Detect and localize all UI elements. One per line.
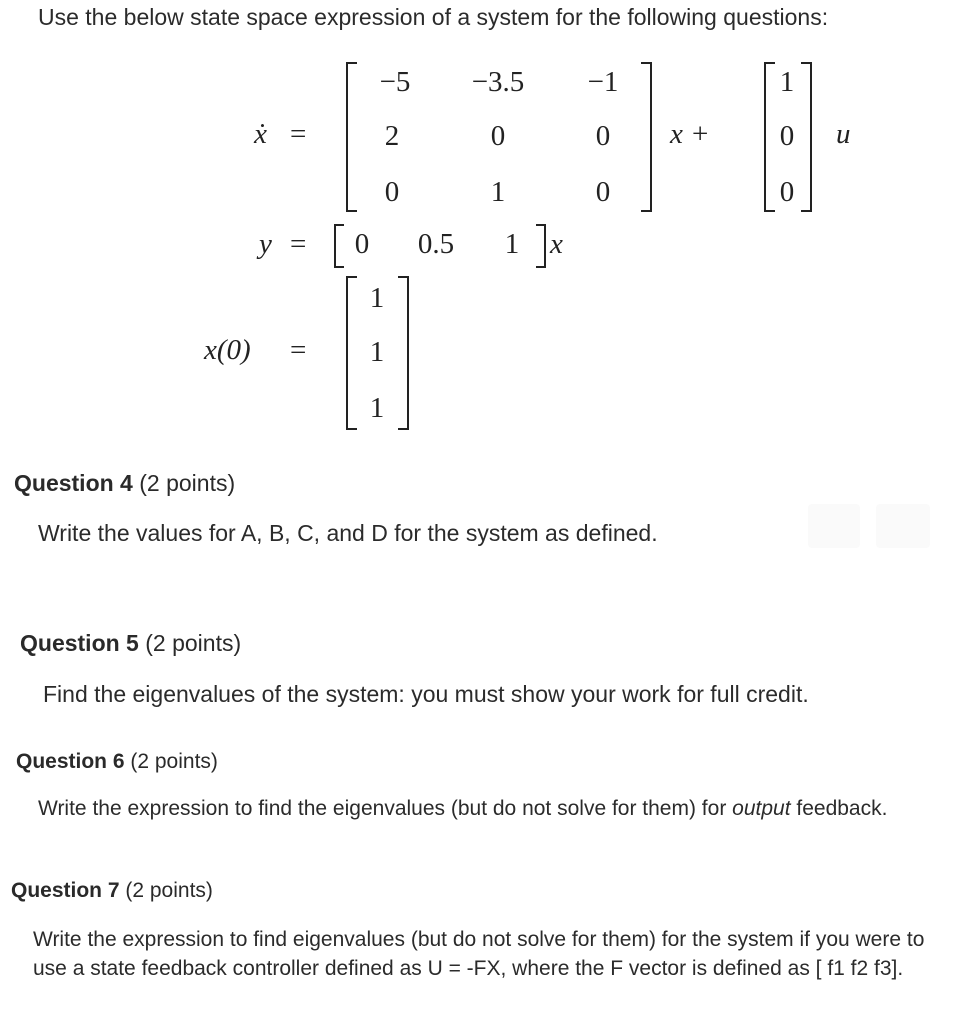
matrix-b-cell: 0 [779, 120, 795, 152]
matrix-a-cell: −1 [587, 66, 619, 98]
equals-sign: = [290, 118, 307, 150]
question-4-heading [14, 470, 235, 497]
question-5-text: Find the eigenvalues of the system: you must show your work for full credit. [43, 681, 809, 707]
question-6-text-emph: output [732, 797, 791, 820]
faint-icon-button[interactable] [876, 504, 930, 548]
matrix-a-cell: 0 [595, 176, 611, 208]
x0-label: x(0) [204, 334, 251, 366]
question-7-heading [11, 879, 213, 903]
matrix-b-cell: 0 [779, 176, 795, 208]
matrix-x0-cell: 1 [369, 392, 385, 424]
faint-icon-button[interactable] [808, 504, 860, 548]
matrix-a-cell: 0 [384, 176, 400, 208]
matrix-a-cell: 1 [490, 176, 506, 208]
question-5-points: (2 points) [145, 630, 242, 656]
question-6-heading [16, 750, 218, 774]
matrix-a-cell: −5 [379, 66, 411, 98]
equals-sign: = [290, 228, 307, 260]
question-4-title: Question 4 [14, 470, 133, 496]
x-plus-term: x + [670, 118, 710, 150]
matrix-c-cell: 1 [504, 228, 520, 260]
question-6-points: (2 points) [130, 750, 218, 773]
matrix-x0-cell: 1 [369, 282, 385, 314]
matrix-x0-cell: 1 [369, 336, 385, 368]
question-5-heading [20, 630, 241, 657]
y-label: y [259, 228, 272, 260]
intro-text: Use the below state space expression of a system for the following questions: [38, 4, 829, 30]
matrix-a-cell: 2 [384, 120, 400, 152]
question-4-text: Write the values for A, B, C, and D for the system as defined. [38, 520, 658, 546]
question-7-points: (2 points) [125, 879, 213, 902]
question-6-title: Question 6 [16, 750, 125, 773]
question-7-title: Question 7 [11, 879, 120, 902]
question-4-points: (2 points) [139, 470, 236, 496]
question-6-text [38, 794, 928, 823]
xdot-label: ẋ [254, 118, 267, 150]
matrix-a-cell: −3.5 [471, 66, 525, 98]
question-5-title: Question 5 [20, 630, 139, 656]
question-6-text-before: Write the expression to find the eigenvalues (but do not solve for them) for [38, 797, 733, 820]
u-label: u [836, 118, 851, 150]
matrix-a-cell: 0 [595, 120, 611, 152]
matrix-c-cell: 0 [354, 228, 370, 260]
matrix-b-cell: 1 [779, 66, 795, 98]
question-7-text: Write the expression to find eigenvalues (but do not solve for them) for the system if you were to use a state feedback controller defined as U = -FX, where the F vector is defined as [ f1 f2 f3]. [33, 928, 925, 980]
matrix-c-cell: 0.5 [417, 228, 455, 260]
matrix-a-cell: 0 [490, 120, 506, 152]
c-x-label: x [550, 228, 563, 260]
question-6-text-after: feedback. [790, 797, 888, 820]
state-equation [0, 0, 958, 440]
equals-sign: = [290, 334, 307, 366]
